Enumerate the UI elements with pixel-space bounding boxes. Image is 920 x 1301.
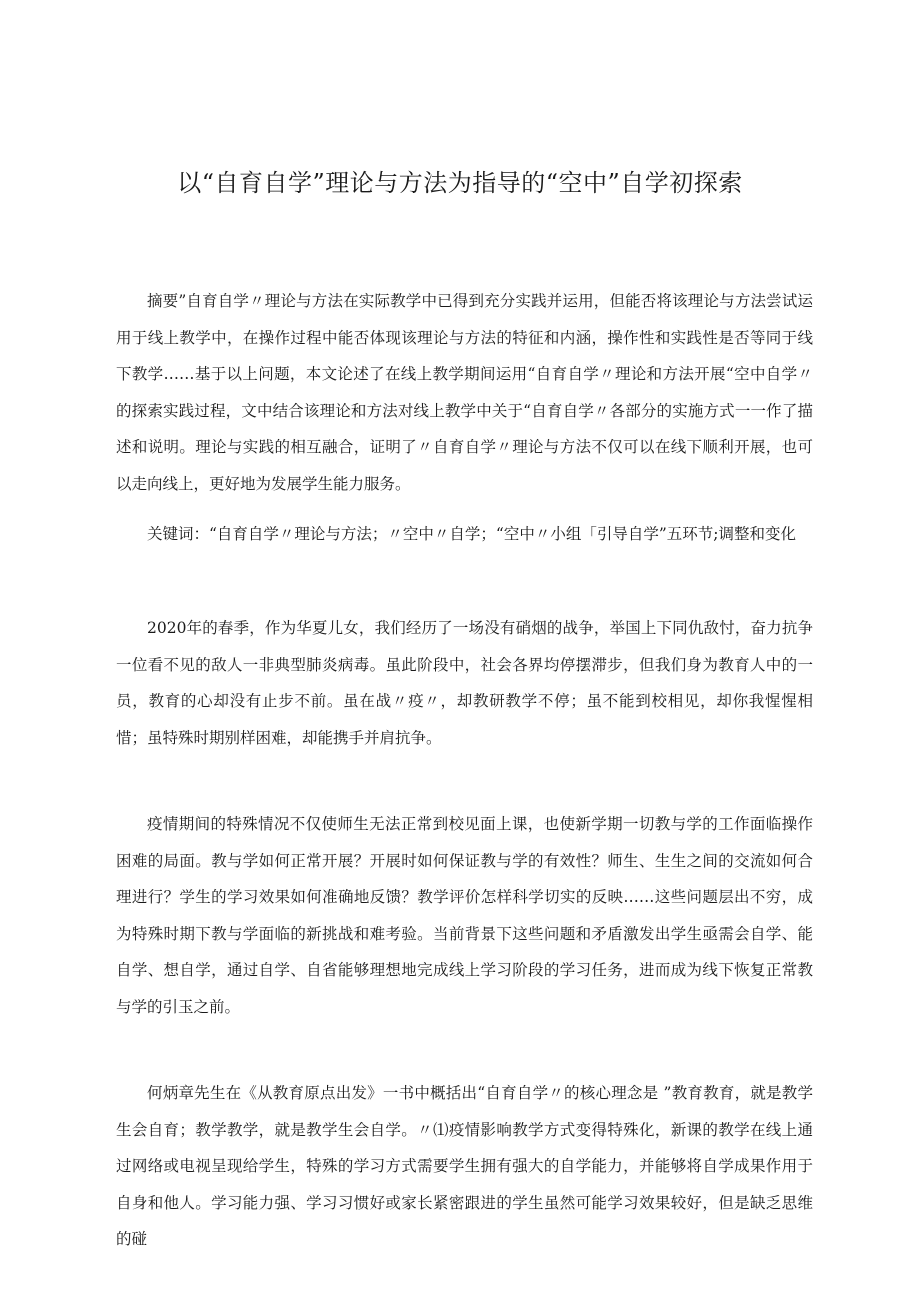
document-title: 以“自育自学”理论与方法为指导的“空中”自学初探索 xyxy=(177,169,743,197)
body-paragraph: 疫情期间的特殊情况不仅使师生无法正常到校见面上课，也使新学期一切教与学的工作面临操作困难的局面。教与学如何正常开展？开展时如何保证教与学的有效性？师生、生生之间的交流如何合理进行？学生的学习效果如何准确地反馈？教学评价怎样科学切实的反映……这些问题层出不穷，成为特殊时期下教与学面临的新挑战和难考验。当前背景下这些问题和矛盾激发出学生亟需会自学、能自学、想自学，通过自学、自省能够理想地完成线上学习阶段的学习任务，进而成为线下恢复正常教与学的引玉之前。 xyxy=(116,815,813,1016)
body-paragraph: 2020年的春季，作为华夏儿女，我们经历了一场没有硝烟的战争，举国上下同仇敌忖，奋力抗争一位看不见的敌人一非典型肺炎病毒。虽此阶段中，社会各界均停摆滞步，但我们身为教育人中的一员，教育的心却没有止步不前。虽在战〃疫〃，却教研教学不停；虽不能到校相见，却你我惺惺相惜；虽特殊时期别样困难，却能携手并肩抗争。 xyxy=(116,619,813,747)
body-paragraph: 何炳章先生在《从教育原点出发》一书中概括出“自育自学〃的核心理念是 ”教育教育，就是教学生会自育；教学教学，就是教学生会自学。〃⑴疫情影响教学方式变得特殊化，新课的教学在线上通过网络或电视呈现给学生，特殊的学习方式需要学生拥有强大的自学能力，并能够将自学成果作用于自身和他人。学习能力强、学习习惯好或家长紧密跟进的学生虽然可能学习效果较好，但是缺乏思维的碰 xyxy=(116,1084,813,1248)
abstract-paragraph: 摘要”自育自学〃理论与方法在实际教学中已得到充分实践并运用，但能否将该理论与方法尝试运用于线上教学中，在操作过程中能否体现该理论与方法的特征和内涵，操作性和实践性是否等同于线下教学……基于以上问题，本文论述了在线上教学期间运用“自育自学〃理论和方法开展“空中自学〃的探索实践过程，文中结合该理论和方法对线上教学中关于“自育自学〃各部分的实施方式一一作了描述和说明。理论与实践的相互融合，证明了〃自育自学〃理论与方法不仅可以在线下顺利开展，也可以走向线上，更好地为发展学生能力服务。 xyxy=(116,292,813,493)
keywords-paragraph: 关键词：“自育自学〃理论与方法；〃空中〃自学；“空中〃小组「引导自学”五环节;调整和变化 xyxy=(147,525,796,543)
